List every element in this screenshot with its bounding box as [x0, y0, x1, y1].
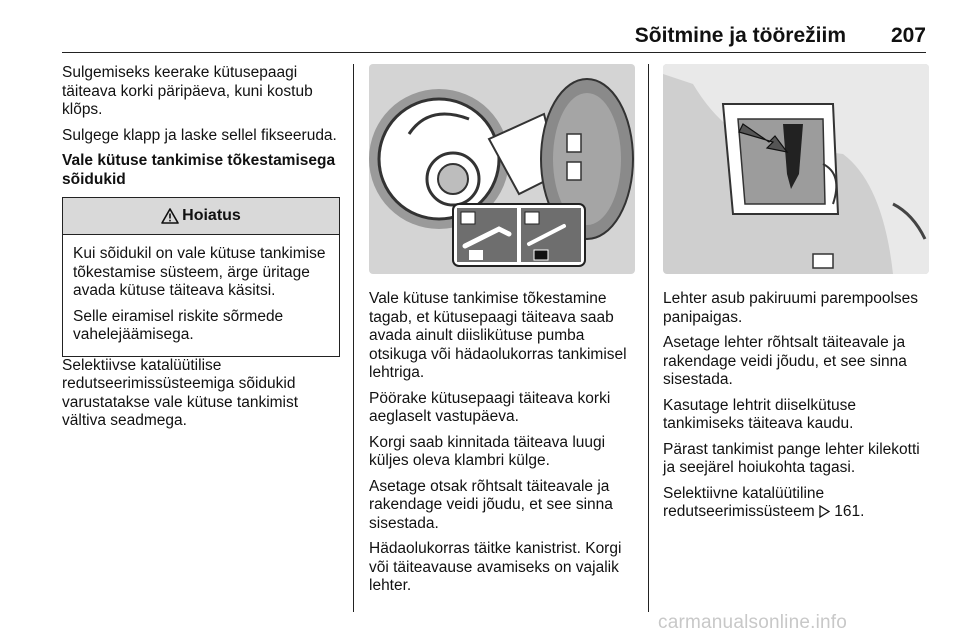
warning-title: Hoiatus: [182, 206, 241, 224]
triangle-reference-icon: [819, 505, 830, 524]
column-3: [663, 64, 931, 531]
warning-text: Kui sõidukil on vale kütuse tankimise tõkestamise süsteem, ärge üritage avada kütuse täiteava käsitsi.: [73, 245, 326, 299]
column-divider-2: [648, 64, 649, 612]
column-3-text: [663, 290, 931, 524]
reference-text: Selektiivne katalüütiline redutseerimissüsteem: [663, 484, 825, 520]
paragraph: Pärast tankimist pange lehter kilekotti ja seejärel hoiukohta tagasi.: [663, 440, 920, 476]
warning-text: Selle eiramisel riskite sõrmede vahelejäämisega.: [73, 307, 284, 343]
section-title: Sõitmine ja töörežiim: [634, 24, 846, 47]
column-2-text: [369, 290, 635, 596]
paragraph: Asetage lehter rõhtsalt täiteavale ja rakendage veidi jõudu, et see sinna sisestada.: [663, 334, 907, 388]
warning-header: [63, 198, 339, 235]
paragraph: Sulgemiseks keerake kütusepaagi täiteava korki päripäeva, kuni kostub klõps.: [62, 64, 313, 118]
paragraph: Korgi saab kinnitada täiteava luugi küljes oleva klambri külge.: [369, 433, 606, 469]
paragraph: Sulgege klapp ja laske sellel fikseeruda.: [62, 126, 337, 144]
column-1: [62, 64, 340, 438]
paragraph: Asetage otsak rõhtsalt täiteavale ja rakendage veidi jõudu, et see sinna sisestada.: [369, 477, 613, 532]
warning-box: [62, 197, 340, 357]
paragraph: Selektiivse katalüütilise redutseerimissüsteemiga sõidukid varustatakse vale kütuse tankimist vältiva seadmega.: [62, 356, 299, 429]
column-2: [369, 64, 635, 603]
paragraph: Hädaolukorras täitke kanistrist. Korgi või täiteavause avamiseks on vajalik lehter.: [369, 540, 622, 594]
trunk-storage-illustration: [663, 64, 929, 274]
paragraph: Vale kütuse tankimise tõkestamine tagab, et kütusepaagi täiteava saab avada ainult diislikütuse pumba otsikuga või hädaolukorras tankimisel lehtriga.: [369, 290, 627, 381]
fuel-filler-illustration: [369, 64, 635, 274]
column-divider-1: [353, 64, 354, 612]
subheading: Vale kütuse tankimise tõkestamisega sõidukid: [62, 152, 336, 188]
page-header: [62, 24, 926, 53]
paragraph-with-reference: [663, 485, 931, 524]
warning-triangle-icon: [161, 208, 179, 224]
watermark: carmanualsonline.info: [658, 612, 848, 633]
page-number: 207: [890, 24, 926, 47]
paragraph: Kasutage lehtrit diiselkütuse tankimiseks täiteava kaudu.: [663, 396, 857, 432]
page-reference-link[interactable]: 161.: [834, 503, 865, 520]
warning-body: [63, 235, 339, 356]
paragraph: Lehter asub pakiruumi parempoolses panipaigas.: [663, 290, 919, 326]
paragraph: Pöörake kütusepaagi täiteava korki aeglaselt vastupäeva.: [369, 389, 611, 425]
